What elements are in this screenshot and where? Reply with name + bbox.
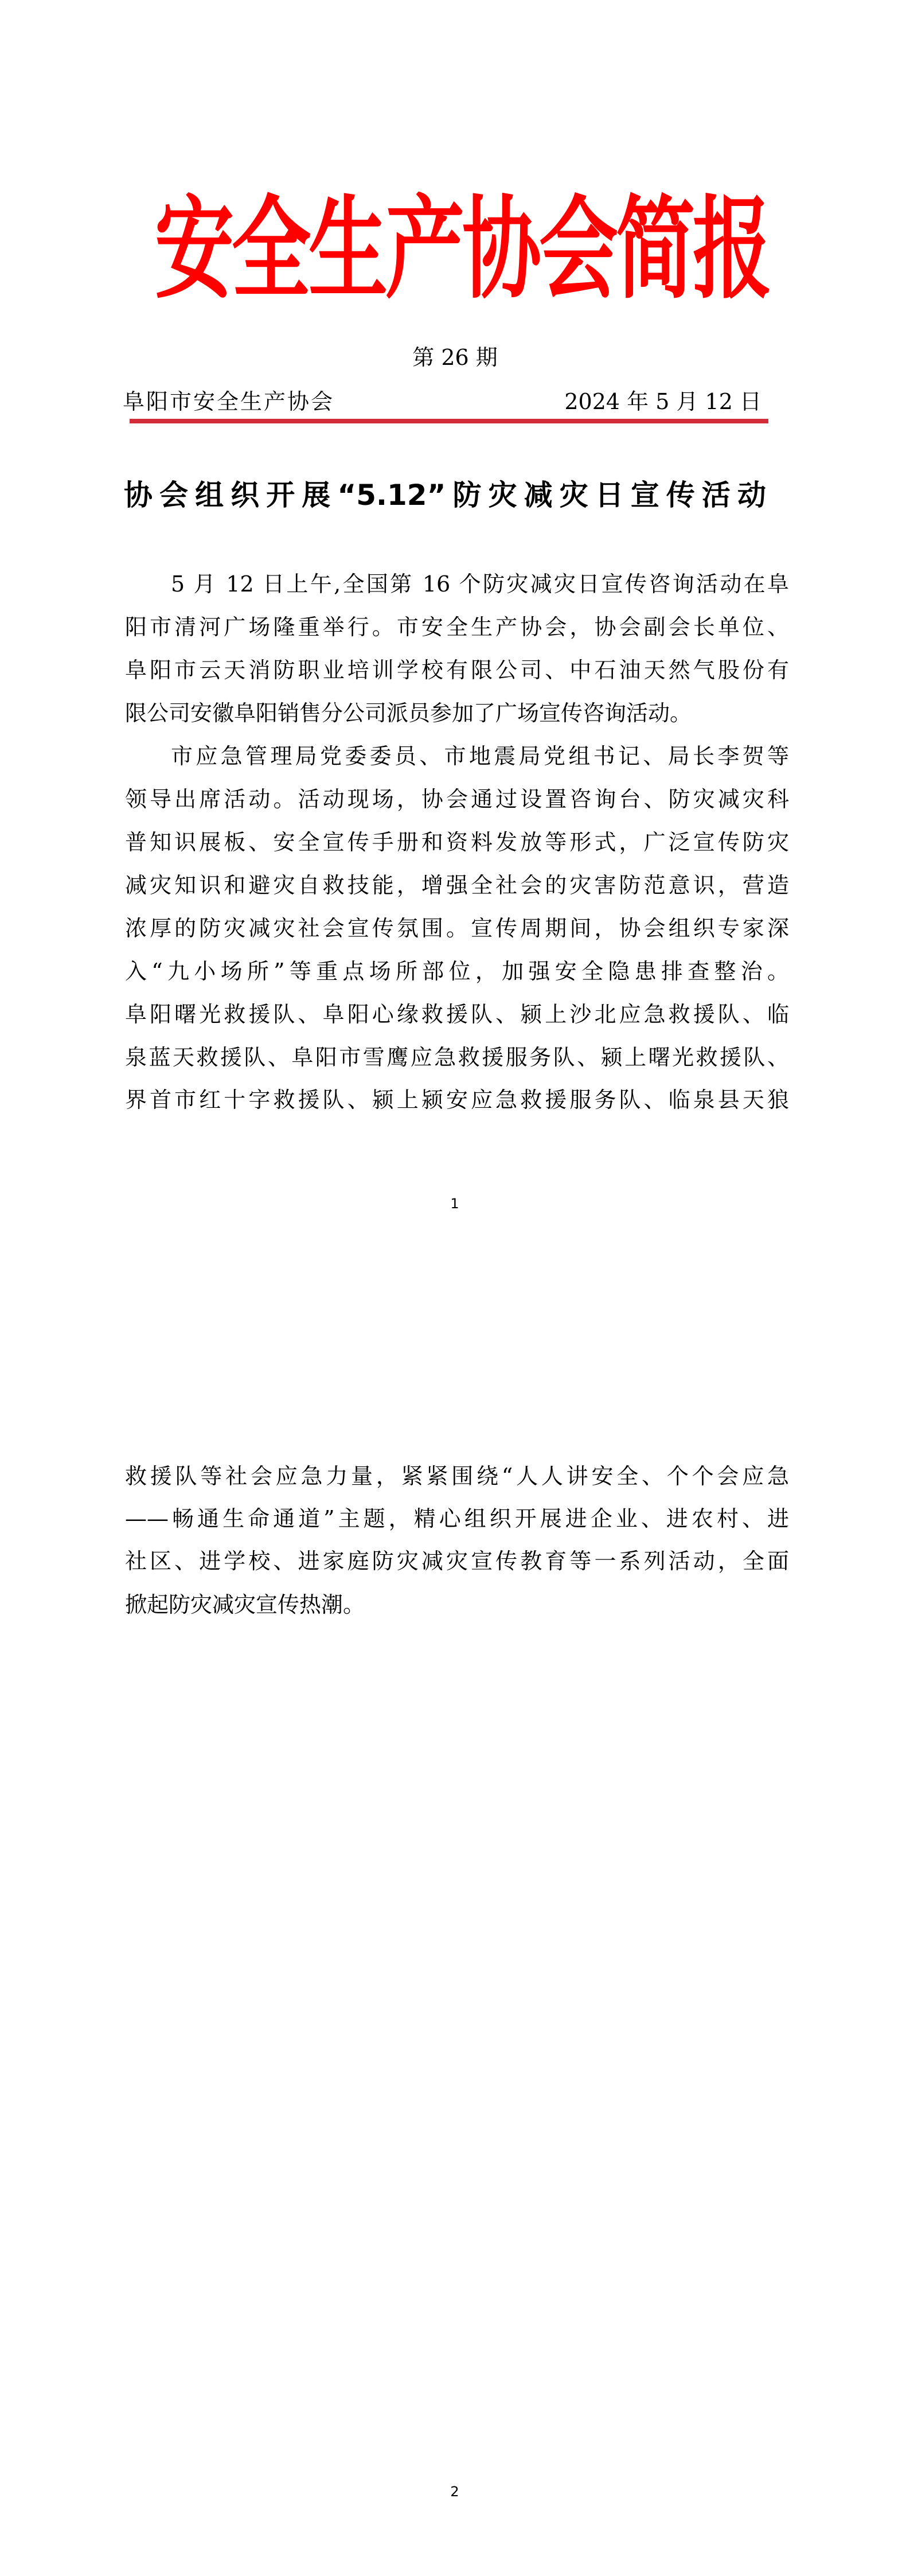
issue-number: 第 26 期: [412, 345, 498, 370]
body-line: 市应急管理局党委委员、市地震局党组书记、局长李贺等: [171, 744, 789, 769]
body-line: 减灾知识和避灾自救技能，增强全社会的灾害防范意识，营造: [125, 873, 789, 898]
red-divider-rule: [130, 419, 768, 423]
publish-date: 2024 年 5 月 12 日: [564, 389, 761, 414]
publisher-name: 阜阳市安全生产协会: [123, 389, 335, 414]
body-line: 社区、进学校、进家庭防灾减灾宣传教育等一系列活动，全面: [125, 1548, 789, 1574]
body-line: 普知识展板、安全宣传手册和资料发放等形式，广泛宣传防灾: [125, 830, 789, 855]
body-line: 阳市清河广场隆重举行。市安全生产协会，协会副会长单位、: [125, 614, 789, 640]
page-number: 1: [450, 1196, 459, 1212]
newsletter-masthead-title: 安全生产协会简报: [155, 183, 770, 314]
page-number: 2: [450, 2484, 459, 2500]
body-line: 限公司安徽阜阳销售分公司派员参加了广场宣传咨询活动。: [125, 701, 692, 726]
body-line: 入“九小场所”等重点场所部位，加强安全隐患排查整治。: [125, 959, 789, 984]
body-line: ——畅通生命通道”主题，精心组织开展进企业、进农村、进: [125, 1506, 789, 1531]
body-line: 阜阳市云天消防职业培训学校有限公司、中石油天然气股份有: [125, 657, 789, 683]
body-line: 界首市红十字救援队、颍上颍安应急救援服务队、临泉县天狼: [125, 1087, 789, 1112]
body-line: 浓厚的防灾减灾社会宣传氛围。宣传周期间，协会组织专家深: [125, 916, 789, 941]
body-line: 5 月 12 日上午,全国第 16 个防灾减灾日宣传咨询活动在阜: [171, 571, 789, 597]
body-line: 领导出席活动。活动现场，协会通过设置咨询台、防灾减灾科: [125, 787, 789, 812]
body-line: 阜阳曙光救援队、阜阳心缘救援队、颍上沙北应急救援队、临: [125, 1002, 789, 1027]
article-headline: 协会组织开展“5.12”防灾减灾日宣传活动: [124, 478, 766, 512]
body-line: 救援队等社会应急力量，紧紧围绕“人人讲安全、个个会应急: [125, 1464, 789, 1489]
body-line: 泉蓝天救援队、阜阳市雪鹰应急救援服务队、颍上曙光救援队、: [125, 1045, 789, 1070]
body-line: 掀起防灾减灾宣传热潮。: [125, 1592, 365, 1617]
